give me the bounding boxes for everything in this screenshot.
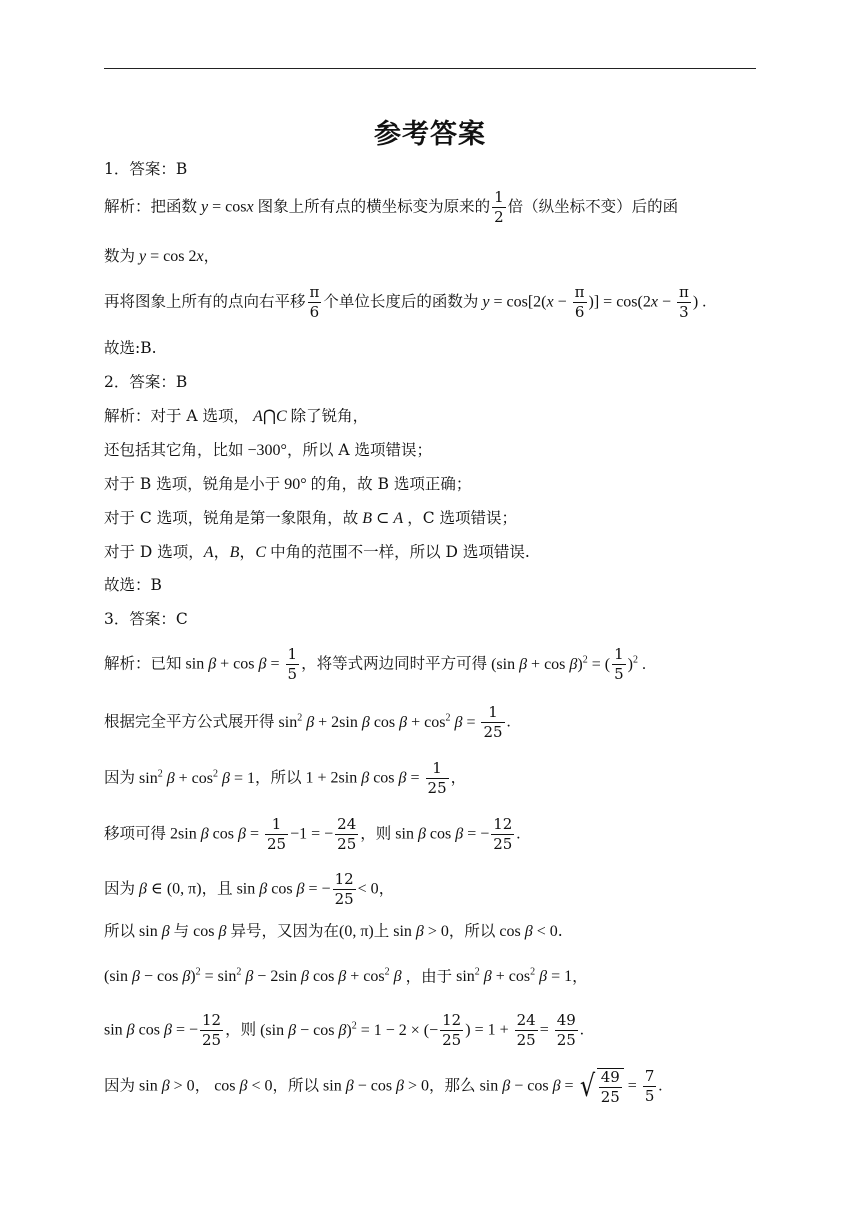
explanation-2-line-2: 还包括其它角，比如 −300°，所以 A 选项错误； bbox=[104, 441, 432, 459]
answer-3: 3．答案：C bbox=[104, 610, 188, 628]
explanation-1-line-2: 数为 y = cos 2x， bbox=[104, 247, 220, 265]
explanation-2-line-1: 解析：对于 A 选项， A⋂C 除了锐角， bbox=[104, 407, 369, 425]
explanation-3-line-5: 因为 β ∈ (0, π)，且 sin β cos β = − $\frac{12}{25}$ < 0， bbox=[104, 870, 395, 908]
explanation-3-line-9: 因为 sin β > 0， cos β < 0，所以 sin β − cos β > 0，那么 sin β − cos β = √ $\frac{49}{25}$ = $\frac{7}{5}$ . bbox=[104, 1067, 663, 1106]
header-rule bbox=[104, 68, 756, 69]
explanation-3-line-8: sin β cos β = − $\frac{12}{25}$ ，则 (sin β − cos β)$^2$ = 1 − 2 × (− $\frac{12}{25}$ ) = 1 + $\frac{24}{25}$ = $\frac{49}{25}$ . bbox=[104, 1011, 584, 1049]
explanation-3-line-6: 所以 sin β 与 cos β 异号，又因为在(0, π)上 sin β > 0，所以 cos β < 0. bbox=[104, 922, 563, 940]
explanation-2-line-5: 对于 D 选项，A，B，C 中角的范围不一样，所以 D 选项错误. bbox=[104, 543, 530, 561]
explanation-2-line-3: 对于 B 选项，锐角是小于 90° 的角，故 B 选项正确； bbox=[104, 475, 472, 493]
explanation-1-line-3: 再将图象上所有的点向右平移 $\frac{\pi}{6}$ 个单位长度后的函数为 y = cos[2(x − $\frac{\pi}{6}$ )] = cos(2x − $\frac{\pi}{3}$ ) . bbox=[104, 283, 707, 321]
explanation-1-line-1: 解析：把函数 y = cosx 图象上所有点的横坐标变为原来的 $\frac{1}{2}$ 倍（纵坐标不变）后的函 bbox=[104, 188, 679, 226]
answer-1: 1．答案：B bbox=[104, 160, 188, 178]
answer-2: 2．答案：B bbox=[104, 373, 188, 391]
page-title: 参考答案 bbox=[374, 119, 486, 150]
explanation-3-line-1: 解析：已知 sin β + cos β = $\frac{1}{5}$ ，将等式两边同时平方可得 (sin β + cos β)$^2$ = ( $\frac{1}{5}$ )$^2$ . bbox=[104, 645, 646, 683]
explanation-3-line-3: 因为 $\sin^2 \beta + \cos^2 \beta = 1$，所以 1 + 2sin β cos β = $\frac{1}{25}$ ， bbox=[104, 759, 467, 797]
conclusion-2: 故选：B bbox=[104, 576, 162, 594]
explanation-3-line-2: 根据完全平方公式展开得 $\sin^2 \beta + 2\sin$ β $\cos \beta + \cos^2 \beta$ = $\frac{1}{25}$ . bbox=[104, 703, 511, 741]
explanation-3-line-4: 移项可得 2sin β cos β = $\frac{1}{25}$ −1 = − $\frac{24}{25}$ ，则 sin β cos β = − $\frac{12}{25}$ . bbox=[104, 815, 521, 853]
explanation-3-line-7: (sin $\beta - \cos \beta)^2 = \sin^2 \beta - 2\sin$ β $\cos \beta + \cos^2 \beta$ ，由于 $\sin^2 \beta + \cos^2 \beta = 1$， bbox=[104, 967, 588, 986]
explanation-2-line-4: 对于 C 选项，锐角是第一象限角，故 B ⊂ A ，C 选项错误； bbox=[104, 509, 517, 527]
conclusion-1: 故选:B. bbox=[104, 339, 157, 357]
